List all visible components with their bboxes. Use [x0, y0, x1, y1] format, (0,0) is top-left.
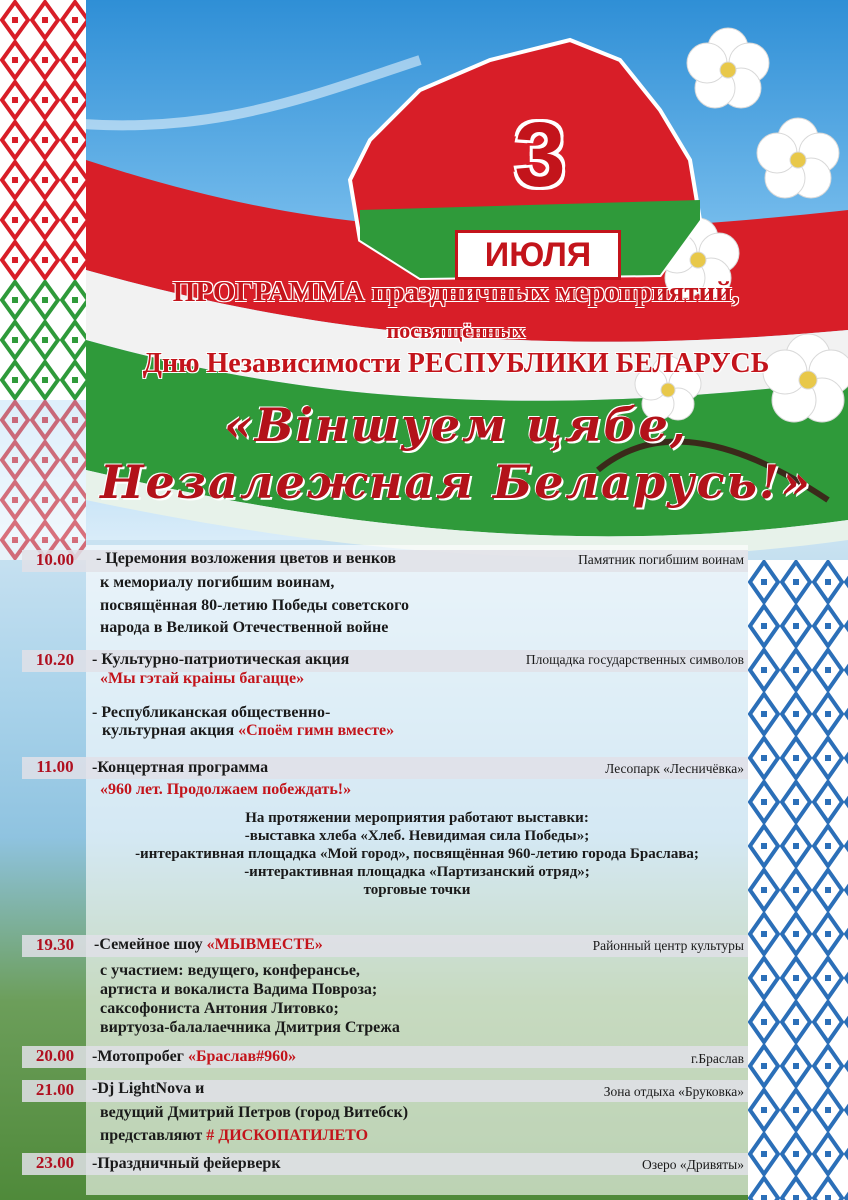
event-line: -Праздничный фейерверк: [92, 1155, 281, 1172]
event-highlight: «Споём гимн вместе»: [238, 722, 395, 739]
time-label: 10.00: [35, 550, 75, 569]
time-label: 19.30: [35, 935, 75, 954]
event-location: Зона отдыха «Бруковка»: [603, 1084, 744, 1099]
event-location: Озеро «Дривяты»: [641, 1157, 744, 1172]
time-label: 11.00: [36, 757, 74, 776]
date-month: ИЮЛЯ: [455, 230, 621, 280]
event-line: -Семейное шоу «МЫВМЕСТЕ»: [94, 936, 323, 953]
time-label: 10.20: [35, 650, 75, 669]
event-highlight: «960 лет. Продолжаем побеждать!»: [100, 781, 352, 798]
slogan-line-1: «Віншуем цябе,: [224, 398, 688, 452]
exhibition-item: -выставка хлеба «Хлеб. Невидимая сила Победы»;: [244, 828, 590, 844]
exhibition-item: торговые точки: [363, 882, 471, 898]
event-location: Памятник погибшим воинам: [578, 552, 744, 567]
left-ornament-graphic: [0, 0, 86, 560]
event-line: - Церемония возложения цветов и венков: [96, 550, 397, 567]
date-day: 3: [514, 104, 566, 206]
event-highlight: «Браслав#960»: [187, 1048, 297, 1065]
event-line: -Dj LightNova и: [92, 1080, 205, 1097]
event-line: посвящённая 80-летию Победы советского: [100, 597, 410, 614]
event-line: к мемориалу погибшим воинам,: [100, 574, 335, 591]
event-line: саксофониста Антония Литовко;: [100, 1000, 339, 1017]
event-line: - Республиканская общественно-: [92, 704, 331, 721]
event-line: культурная акция «Споём гимн вместе»: [102, 722, 395, 739]
exhibitions-title: На протяжении мероприятия работают выставки:: [245, 810, 589, 826]
time-label: 20.00: [35, 1046, 75, 1065]
event-location: г.Браслав: [691, 1051, 744, 1066]
event-location: Площадка государственных символов: [525, 652, 744, 667]
exhibition-item: -интерактивная площадка «Партизанский отряд»;: [244, 864, 590, 880]
exhibition-item: -интерактивная площадка «Мой город», посвящённая 960-летию города Браслава;: [135, 846, 699, 862]
event-line: ведущий Дмитрий Петров (город Витебск): [100, 1104, 409, 1121]
time-label: 21.00: [35, 1080, 75, 1099]
event-line: -Мотопробег «Браслав#960»: [92, 1048, 297, 1065]
program-title: ПРОГРАММА праздничных мероприятий,: [172, 276, 740, 308]
event-line: артиста и вокалиста Вадима Повроза;: [100, 981, 378, 998]
event-line: виртуоза-балалаечника Дмитрия Стрежа: [100, 1019, 400, 1036]
slogan-line-2: Незалежная Беларусь!»: [100, 455, 812, 509]
event-location: Районный центр культуры: [592, 938, 744, 953]
event-highlight: «Мы гэтай краіны багацце»: [100, 670, 305, 687]
right-ornament-graphic: [748, 560, 848, 1200]
event-highlight: # ДИСКОПАТИЛЕТО: [206, 1127, 369, 1144]
event-line: -Концертная программа: [92, 759, 269, 776]
event-line: народа в Великой Отечественной войне: [100, 619, 389, 636]
program-subtitle: посвящённых: [386, 318, 526, 343]
event-line: - Культурно-патриотическая акция: [92, 651, 350, 668]
time-label: 23.00: [35, 1153, 75, 1172]
event-line: с участием: ведущего, конферансье,: [100, 962, 360, 979]
event-location: Лесопарк «Лесничёвка»: [605, 761, 744, 776]
event-highlight: «МЫВМЕСТЕ»: [206, 936, 323, 953]
event-line: представляют # ДИСКОПАТИЛЕТО: [100, 1127, 369, 1144]
holiday-title: Дню Независимости РЕСПУБЛИКИ БЕЛАРУСЬ: [142, 348, 770, 379]
